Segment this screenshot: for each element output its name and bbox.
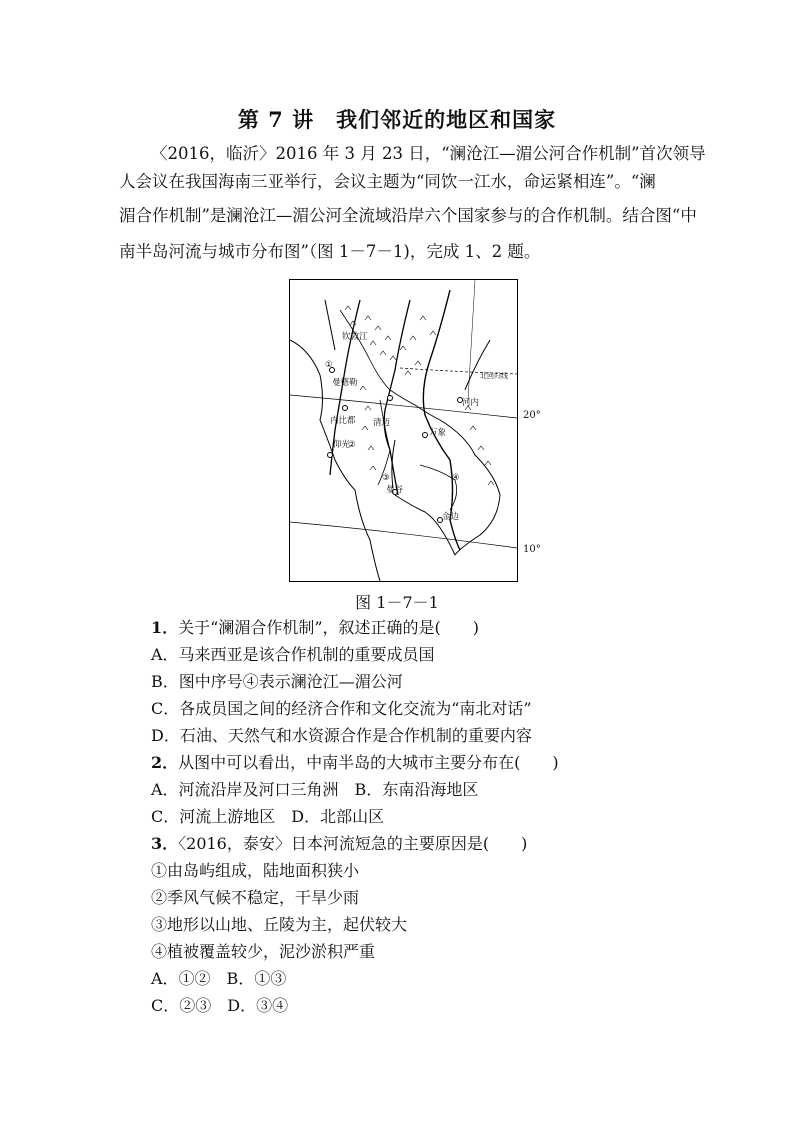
label-naypyidaw: 内比都 <box>330 416 356 426</box>
label-chiangmai: 清迈 <box>373 418 391 428</box>
option-line: A．河流沿岸及河口三角洲 B．东南沿海地区 <box>151 780 479 799</box>
option-line: ③地形以山地、丘陵为主，起伏较大 <box>151 915 408 934</box>
question-1 <box>151 618 479 638</box>
question-number: 2． <box>151 753 179 772</box>
question-stem: 关于“澜湄合作机制”，叙述正确的是( ) <box>178 618 479 637</box>
question-2 <box>151 753 559 773</box>
label-vientiane: 万象 <box>429 428 447 438</box>
intro-line: 湄合作机制”是澜沧江—湄公河全流域沿岸六个国家参与的合作机制。结合图“中 <box>119 206 697 225</box>
river-chindwin <box>325 300 335 350</box>
label-tropic: 北回归线 <box>480 372 508 380</box>
option-line: C．②③ D．③④ <box>151 996 289 1015</box>
option-line: A．马来西亚是该合作机制的重要成员国 <box>151 645 435 664</box>
meridian-line <box>468 280 475 400</box>
intro-line: 人会议在我国海南三亚举行，会议主题为“同饮一江水，命运紧相连”。“澜 <box>119 172 656 191</box>
coastline-gulf <box>395 495 455 555</box>
label-bangkok: 曼谷 <box>386 485 404 495</box>
question-3 <box>151 834 527 854</box>
option-line: D．石油、天然气和水资源合作是合作机制的重要内容 <box>151 726 532 745</box>
question-number: 3． <box>151 834 179 853</box>
label-river-4: ④ <box>452 473 460 483</box>
latitude-line-10 <box>290 522 517 548</box>
option-line: A．①② B．①③ <box>151 969 287 988</box>
label-chindwin: 钦敦江 <box>342 332 368 342</box>
coastline-east <box>440 420 500 555</box>
label-phnompenh: 金边 <box>442 512 460 522</box>
indochina-map <box>289 279 518 582</box>
question-number: 1． <box>151 618 179 637</box>
intro-paragraph <box>119 140 706 266</box>
latitude-label-20: 20° <box>523 410 541 421</box>
question-stem: 〈2016，泰安〉日本河流短急的主要原因是( ) <box>178 834 528 853</box>
label-mandalay: 曼德勒 <box>332 378 358 388</box>
option-line: C．河流上游地区 D．北部山区 <box>151 807 385 826</box>
label-river-2: ② <box>348 440 356 450</box>
map-drawing <box>290 280 517 581</box>
option-line: C．各成员国之间的经济合作和文化交流为“南北对话” <box>151 699 532 718</box>
label-hanoi: 河内 <box>462 398 480 408</box>
latitude-label-10: 10° <box>523 544 541 555</box>
label-river-3: ③ <box>382 473 390 483</box>
river-red <box>465 340 490 390</box>
option-line: ②季风气候不稳定，干旱少雨 <box>151 888 360 907</box>
option-line: ④植被覆盖较少，泥沙淤积严重 <box>151 942 376 961</box>
option-line: B．图中序号④表示澜沧江—湄公河 <box>151 672 403 691</box>
page-title: 第 7 讲 我们邻近的地区和国家 <box>237 107 557 132</box>
river-chaophraya <box>392 440 395 488</box>
question-stem: 从图中可以看出，中南半岛的大城市主要分布在( ) <box>178 753 559 772</box>
option-line: ①由岛屿组成，陆地面积狭小 <box>151 861 360 880</box>
intro-line: 南半岛河流与城市分布图”（图 1－7－1)，完成 1、2 题。 <box>119 242 541 261</box>
intro-line: 〈2016，临沂〉2016 年 3 月 23 日，“澜沧江—湄公河合作机制”首次领导 <box>151 144 706 163</box>
figure-caption: 图 1－7－1 <box>355 593 439 612</box>
label-yangon: 仰光 <box>333 440 351 450</box>
label-river-1: ① <box>325 360 333 370</box>
border-line <box>340 310 440 420</box>
